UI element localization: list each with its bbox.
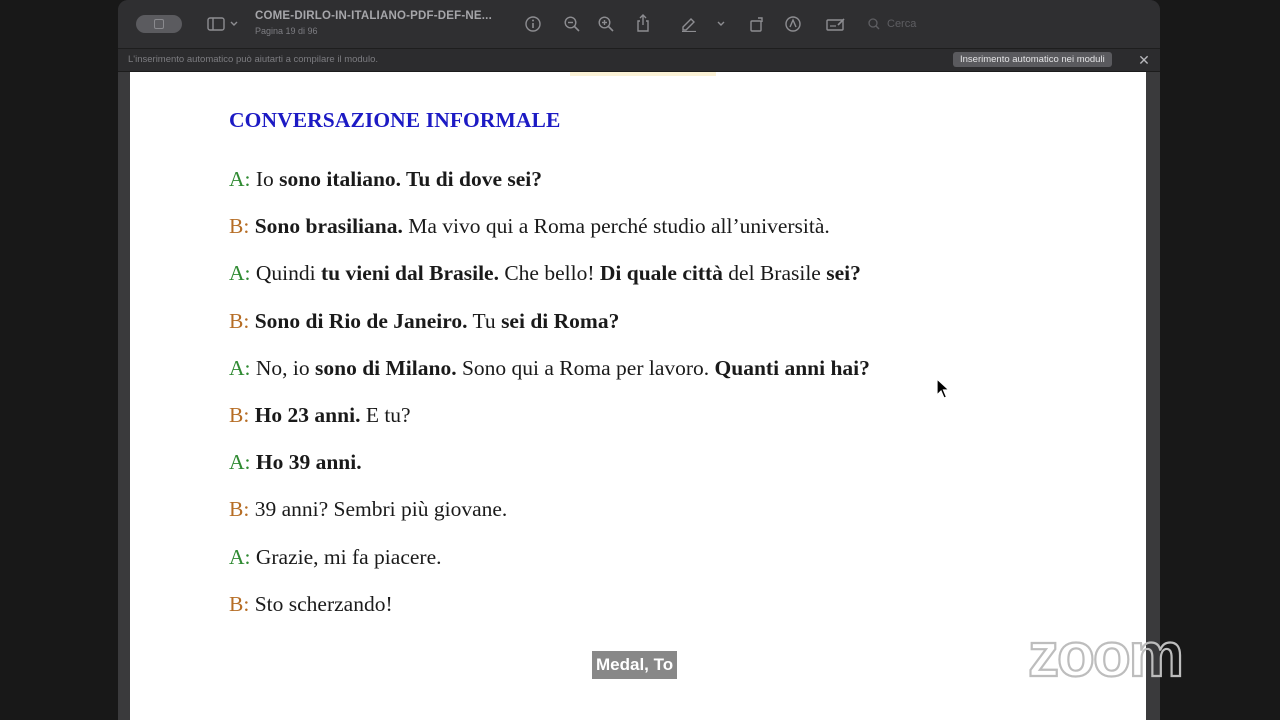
- document-viewer[interactable]: [118, 72, 1160, 720]
- dialogue-line: [229, 497, 507, 522]
- zoom-logo: [1026, 628, 1230, 680]
- bold-phrase: Quanti anni hai?: [714, 355, 870, 380]
- text-phrase: del Brasile: [722, 261, 827, 286]
- close-icon[interactable]: ✕: [1138, 52, 1150, 68]
- bold-phrase: Ho 39 anni.: [255, 450, 362, 475]
- autofill-message: L'inserimento automatico può aiutarti a compilare il modulo.: [128, 54, 378, 65]
- zoom-out-icon[interactable]: [561, 13, 583, 35]
- speaker-label: A:: [229, 450, 251, 475]
- speaker-label: A:: [229, 544, 251, 569]
- dialogue-line: [229, 214, 830, 239]
- dialogue-line: [229, 261, 861, 286]
- pdf-page: [130, 72, 1146, 720]
- speaker-label: A:: [229, 355, 251, 380]
- text-phrase: No, io: [250, 355, 315, 380]
- speaker-label: B:: [229, 308, 250, 333]
- highlight-pen-icon[interactable]: [678, 13, 700, 35]
- speaker-label: B:: [229, 403, 250, 427]
- text-phrase: Che bello!: [498, 261, 600, 286]
- text-phrase: Quindi: [250, 261, 321, 286]
- dialogue-line: [229, 356, 870, 381]
- bold-phrase: sei?: [826, 261, 861, 286]
- speaker-label: A:: [229, 167, 251, 191]
- dialogue-line: [229, 309, 619, 334]
- bold-phrase: Di quale città: [599, 261, 723, 286]
- dialogue-line: [229, 592, 393, 617]
- text-phrase: E tu?: [360, 403, 411, 427]
- speaker-label: B:: [229, 591, 250, 616]
- search-field[interactable]: [864, 14, 1016, 34]
- chevron-down-icon[interactable]: [716, 16, 726, 32]
- form-fill-icon[interactable]: [824, 13, 848, 35]
- section-heading: CONVERSAZIONE INFORMALE: [229, 108, 561, 132]
- bold-phrase: sono di Milano.: [315, 355, 457, 380]
- speaker-caption: Medal, To: [592, 651, 677, 679]
- bold-phrase: sei di Roma?: [501, 308, 620, 333]
- text-phrase: Sono qui a Roma per lavoro.: [456, 355, 715, 380]
- share-icon[interactable]: [632, 12, 654, 34]
- text-phrase: Tu: [467, 308, 502, 333]
- bold-phrase: tu vieni dal Brasile.: [320, 261, 499, 286]
- window-controls-pill[interactable]: [136, 15, 182, 33]
- page-indicator: Pagina 19 di 96: [255, 26, 318, 36]
- page-top-highlight: [570, 72, 716, 76]
- sidebar-icon[interactable]: [206, 14, 226, 34]
- preview-window: [118, 0, 1160, 720]
- text-phrase: Sto scherzando!: [249, 591, 393, 616]
- chevron-down-icon[interactable]: [229, 16, 239, 32]
- text-phrase: Grazie, mi fa piacere.: [250, 544, 442, 569]
- dialogue-line: [229, 167, 542, 192]
- search-icon: [868, 18, 882, 30]
- dialogue-line: [229, 450, 362, 475]
- zoom-logo-text: zoom: [1028, 628, 1182, 680]
- bold-phrase: Ho 23 anni.: [254, 403, 361, 427]
- dialogue-line: [229, 403, 411, 428]
- titlebar: [118, 0, 1160, 49]
- search-placeholder: Cerca: [887, 18, 917, 30]
- dialogue-line: [229, 545, 442, 570]
- text-phrase: Io: [250, 167, 280, 191]
- speaker-label: B:: [229, 497, 250, 522]
- zoom-in-icon[interactable]: [595, 13, 617, 35]
- bold-phrase: Sono brasiliana.: [254, 214, 403, 239]
- text-phrase: 39 anni? Sembri più giovane.: [249, 497, 508, 522]
- autofill-banner: [118, 49, 1160, 72]
- autofill-button[interactable]: Inserimento automatico nei moduli: [953, 52, 1112, 67]
- document-title[interactable]: COME-DIRLO-IN-ITALIANO-PDF-DEF-NE...: [255, 10, 492, 22]
- speaker-label: B:: [229, 214, 250, 239]
- rotate-icon[interactable]: [746, 13, 768, 35]
- bold-phrase: sono italiano. Tu di dove sei?: [279, 167, 543, 191]
- speaker-label: A:: [229, 261, 251, 286]
- bold-phrase: Sono di Rio de Janeiro.: [254, 308, 468, 333]
- mouse-pointer-icon: [936, 378, 950, 400]
- text-phrase: Ma vivo qui a Roma perché studio all’università.: [402, 214, 830, 239]
- markup-icon[interactable]: [782, 13, 804, 35]
- info-icon[interactable]: [522, 13, 544, 35]
